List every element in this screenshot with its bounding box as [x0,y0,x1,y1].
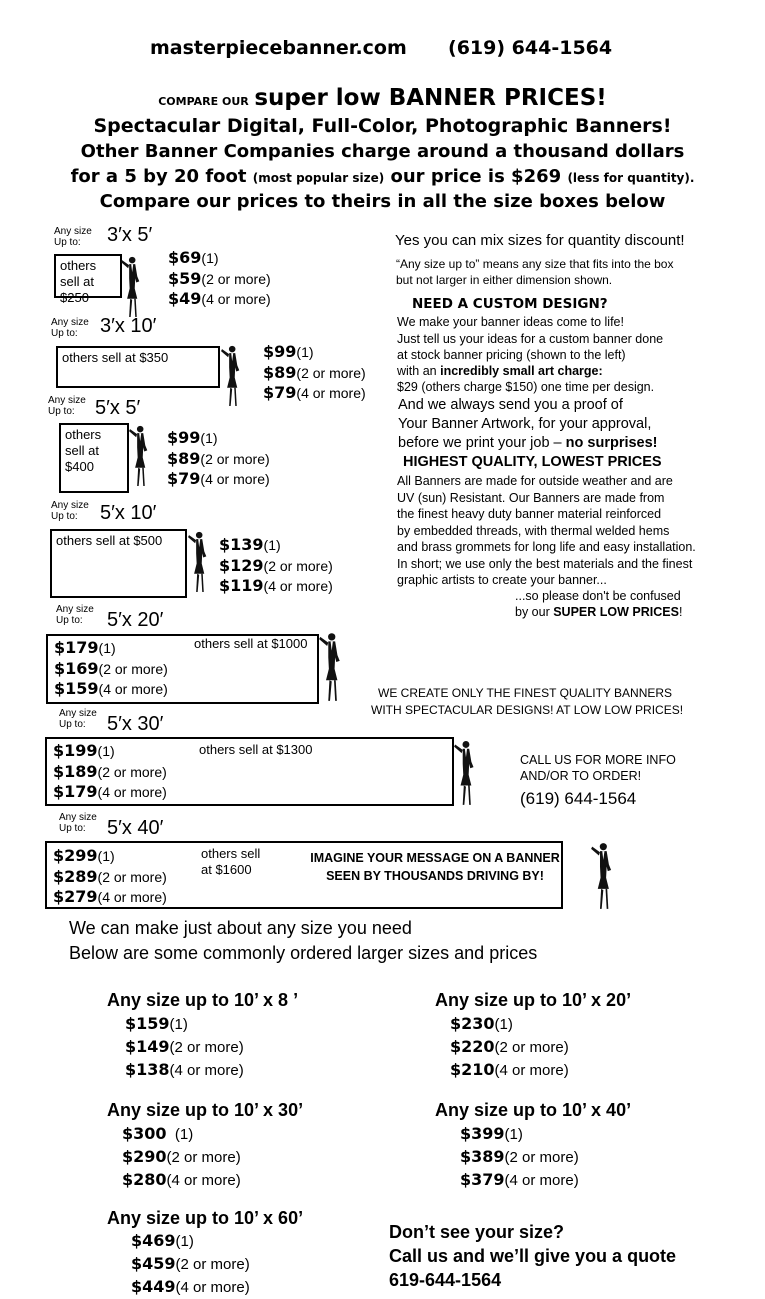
price-row [263,383,366,404]
size-label-any: Any size [54,226,92,237]
price-row [167,469,270,490]
line3-b: (most popular size) [252,171,385,185]
larger-intro-1: We can make just about any size you need [69,918,412,938]
price-quantity: (2 or more) [169,1039,244,1056]
price-row [450,1013,569,1036]
price-quantity: (1) [200,430,218,446]
price-row [460,1123,579,1146]
price-quantity: (2 or more) [97,763,167,780]
size-label [56,604,94,626]
finest-line-2: WITH SPECTACULAR DESIGNS! AT LOW LOW PRICES! [371,703,684,717]
presenter-woman-icon [128,423,150,487]
price-quantity: (2 or more) [175,1256,250,1273]
price-quantity: (2 or more) [98,660,168,677]
price-quantity: (2 or more) [200,450,270,467]
price-quantity: (1) [201,250,219,266]
price-list [167,428,270,490]
proof-last: before we print your job – [398,435,566,451]
others-sell-price: others sell at $1000 [194,636,308,651]
size-label-any: Any size [51,500,89,511]
line3-a: for a 5 by 20 foot [70,166,247,187]
price-quantity: (1) [97,848,115,864]
price-row [263,342,366,363]
size-label [48,395,86,417]
banner-size-box [54,254,122,305]
art-charge-prefix: with an [397,364,441,378]
price-row [53,741,167,762]
call-line-2: AND/OR TO ORDER! [520,769,642,783]
others-sell-price: others sell at $250 [60,258,97,305]
exclamation: ! [678,605,683,619]
price-amount: $290 [122,1147,167,1166]
banner-size-box [59,423,129,493]
headline [0,85,765,111]
larger-intro-2: Below are some commonly ordered larger sizes and prices [69,943,538,963]
price-amount: $159 [125,1014,170,1033]
size-label-upto: Up to: [48,406,75,417]
price-amount: $289 [53,866,98,886]
price-amount: $279 [53,887,98,906]
any-size-note-1: “Any size up to” means any size that fits into the box [396,257,674,271]
presenter-woman-icon [453,738,477,806]
others-sell-price: others sell at $1300 [199,742,313,757]
price-quantity: (1) [175,1233,194,1250]
price-row [219,576,333,597]
price-quantity: (1) [98,640,116,656]
price-row [168,289,271,310]
price-amount: $59 [168,268,202,288]
size-label-upto: Up to: [54,237,81,248]
price-row [219,535,333,556]
size-label [59,708,97,730]
inner-message: SEEN BY THOUSANDS DRIVING BY! [326,869,544,883]
price-amount: $199 [53,741,98,760]
site-header [150,37,612,59]
size-label-any: Any size [59,812,97,823]
finest-line-1: WE CREATE ONLY THE FINEST QUALITY BANNERS [378,686,673,700]
size-dimensions: 5′x 20′ [107,609,164,631]
price-quantity: (1) [169,1016,188,1033]
price-row [54,638,168,659]
presenter-woman-icon [318,630,343,702]
super-low-line [515,603,682,621]
price-amount: $79 [263,383,297,402]
price-amount: $399 [460,1124,505,1143]
price-quantity: (2 or more) [494,1039,569,1056]
price-list [122,1123,241,1192]
proof-line-3 [398,435,658,451]
larger-size-title: Any size up to 10’ x 40’ [435,1100,632,1120]
quality-line: UV (sun) Resistant. Our Banners are made from [397,490,665,505]
price-amount: $99 [263,342,297,361]
site-url[interactable]: masterpiecebanner.com [150,37,407,59]
quality-line: by embedded threads, with thermal welded hems [397,523,670,538]
price-row [450,1059,569,1082]
price-row [125,1059,244,1082]
custom-line-3: at stock banner pricing (shown to the left) [397,348,626,362]
others-sell-price: others sell at $350 [62,350,169,365]
art-charge-price: $29 (others charge $150) one time per design. [397,380,655,394]
size-dimensions: 3′x 10′ [100,315,157,337]
quality-line: In short; we use only the best materials and the finest [397,556,693,571]
super-low-prices: SUPER LOW PRICES [553,605,679,619]
price-quantity: (4 or more) [97,784,167,800]
custom-line-1: We make your banner ideas come to life! [397,315,624,329]
price-amount: $69 [168,248,202,267]
size-label-any: Any size [56,604,94,615]
price-quantity: (1) [97,743,115,759]
price-amount: $220 [450,1037,495,1056]
presenter-woman-icon [220,343,242,407]
size-label [59,812,97,834]
headline-line1: Spectacular Digital, Full-Color, Photographic Banners! [93,115,672,137]
price-row [125,1036,244,1059]
size-label-upto: Up to: [51,328,78,339]
price-quantity: (4 or more) [263,578,333,594]
mix-note: Yes you can mix sizes for quantity discount! [395,232,685,249]
price-amount: $89 [263,362,297,382]
price-amount: $189 [53,761,98,781]
price-quantity: (4 or more) [201,291,271,307]
price-list [460,1123,579,1192]
size-label-upto: Up to: [56,615,83,626]
price-row [460,1146,579,1169]
size-dimensions: 5′x 5′ [95,397,141,419]
price-amount: $379 [460,1170,505,1189]
call-phone[interactable]: (619) 644-1564 [520,789,637,808]
price-quantity: (1) [494,1016,513,1033]
inner-message: IMAGINE YOUR MESSAGE ON A BANNER [310,851,560,865]
art-charge-bold: incredibly small art charge: [440,364,603,378]
price-amount: $179 [53,782,98,801]
larger-size-title: Any size up to 10’ x 60’ [107,1208,304,1228]
size-label-upto: Up to: [51,511,78,522]
custom-design-title: NEED A CUSTOM DESIGN? [412,296,608,312]
header-phone[interactable]: (619) 644-1564 [448,37,613,59]
price-row [53,846,167,867]
price-list [53,741,167,803]
others-sell-price: others sell at $500 [56,533,163,548]
price-row [460,1169,579,1192]
quote-2: Call us and we’ll give you a quote [389,1246,677,1266]
larger-size-title: Any size up to 10’ x 8 ’ [107,990,299,1010]
price-amount: $119 [219,576,264,595]
price-quantity: (4 or more) [169,1062,244,1079]
headline-line4: Compare our prices to theirs in all the size boxes below [99,191,666,212]
price-row [122,1123,241,1146]
price-list [125,1013,244,1082]
size-label-upto: Up to: [59,823,86,834]
larger-size-title: Any size up to 10’ x 20’ [435,990,632,1010]
quality-line: the finest heavy duty banner material reinforced [397,507,662,521]
banner-size-box [50,529,187,598]
size-dimensions: 5′x 30′ [107,713,164,735]
quality-title: HIGHEST QUALITY, LOWEST PRICES [403,454,662,470]
price-row [53,887,167,908]
price-list [450,1013,569,1082]
price-amount: $459 [131,1254,176,1273]
price-row [54,659,168,680]
price-row [53,782,167,803]
price-amount: $449 [131,1277,176,1296]
price-row [167,449,270,470]
price-row [122,1146,241,1169]
price-list [263,342,366,404]
quality-line: All Banners are made for outside weather and are [397,474,673,488]
presenter-woman-icon [187,529,209,593]
price-quantity: (1) [504,1126,523,1143]
price-amount: $149 [125,1037,170,1056]
price-row [219,556,333,577]
price-quantity: (2 or more) [201,270,271,287]
price-amount: $210 [450,1060,495,1079]
quality-line: and brass grommets for long life and easy installation. [397,540,696,554]
price-list [131,1230,250,1299]
size-dimensions: 5′x 40′ [107,817,164,839]
price-list [54,638,168,700]
price-amount: $300 [122,1124,167,1143]
compare-big: super low BANNER PRICES! [254,85,607,111]
price-amount: $230 [450,1014,495,1033]
proof-line-2: Your Banner Artwork, for your approval, [398,416,652,432]
compare-small: COMPARE OUR [158,95,249,108]
price-amount: $129 [219,555,264,575]
price-row [263,363,366,384]
price-amount: $169 [54,658,99,678]
price-row [131,1230,250,1253]
price-amount: $79 [167,469,201,488]
quality-line: graphic artists to create your banner... [397,573,607,587]
price-amount: $139 [219,535,264,554]
confused-line: ...so please don't be confused [515,589,681,603]
size-label-any: Any size [48,395,86,406]
size-label [54,226,92,248]
price-row [53,867,167,888]
banner-size-box [56,346,220,388]
quote-1: Don’t see your size? [389,1222,565,1242]
call-line-1: CALL US FOR MORE INFO [520,753,676,767]
price-list [168,248,271,310]
price-quantity: (2 or more) [166,1149,241,1166]
proof-line-1: And we always send you a proof of [398,397,623,413]
no-surprises: no surprises! [565,435,658,451]
presenter-woman-icon [120,254,142,318]
larger-size-title: Any size up to 10’ x 30’ [107,1100,304,1120]
any-size-note-2: but not larger in either dimension shown. [396,273,613,287]
presenter-woman-icon [590,840,614,910]
size-label-upto: Up to: [59,719,86,730]
custom-line-2: Just tell us your ideas for a custom banner done [397,332,664,346]
headline-line3 [0,166,765,187]
price-quantity: (2 or more) [504,1149,579,1166]
size-label-any: Any size [51,317,89,328]
price-quantity: (1) [263,537,281,553]
price-quantity: (2 or more) [97,868,167,885]
price-quantity: (4 or more) [166,1172,241,1189]
price-amount: $89 [167,448,201,468]
price-amount: $179 [54,638,99,657]
price-row [122,1169,241,1192]
price-amount: $99 [167,428,201,447]
by-our: by our [515,605,554,619]
size-dimensions: 5′x 10′ [100,502,157,524]
price-amount: $280 [122,1170,167,1189]
price-quantity: (4 or more) [494,1062,569,1079]
price-amount: $389 [460,1147,505,1166]
line3-d: (less for quantity). [567,171,695,185]
price-row [54,679,168,700]
headline-line2: Other Banner Companies charge around a thousand dollars [80,141,685,162]
price-quantity: (4 or more) [504,1172,579,1189]
price-list [53,846,167,908]
others-sell-price: others sell at $1600 [201,846,261,877]
line3-c: our price is $269 [390,166,562,187]
size-label [51,500,89,522]
price-row [450,1036,569,1059]
price-amount: $49 [168,289,202,308]
price-quantity: (4 or more) [97,889,167,905]
price-quantity: (2 or more) [296,364,366,381]
price-quantity: (1) [166,1126,194,1143]
size-label [51,317,89,339]
price-quantity: (4 or more) [98,681,168,697]
price-amount: $138 [125,1060,170,1079]
price-row [167,428,270,449]
price-amount: $159 [54,679,99,698]
price-quantity: (1) [296,344,314,360]
price-row [53,762,167,783]
price-row [168,248,271,269]
price-quantity: (2 or more) [263,557,333,574]
others-sell-price: others sell at $400 [65,427,102,474]
price-quantity: (4 or more) [175,1279,250,1296]
price-quantity: (4 or more) [200,471,270,487]
price-amount: $469 [131,1231,176,1250]
price-row [168,269,271,290]
price-list [219,535,333,597]
price-amount: $299 [53,846,98,865]
price-quantity: (4 or more) [296,385,366,401]
size-label-any: Any size [59,708,97,719]
quote-phone[interactable]: 619-644-1564 [389,1270,502,1290]
price-row [125,1013,244,1036]
size-dimensions: 3′x 5′ [107,224,153,246]
price-row [131,1253,250,1276]
